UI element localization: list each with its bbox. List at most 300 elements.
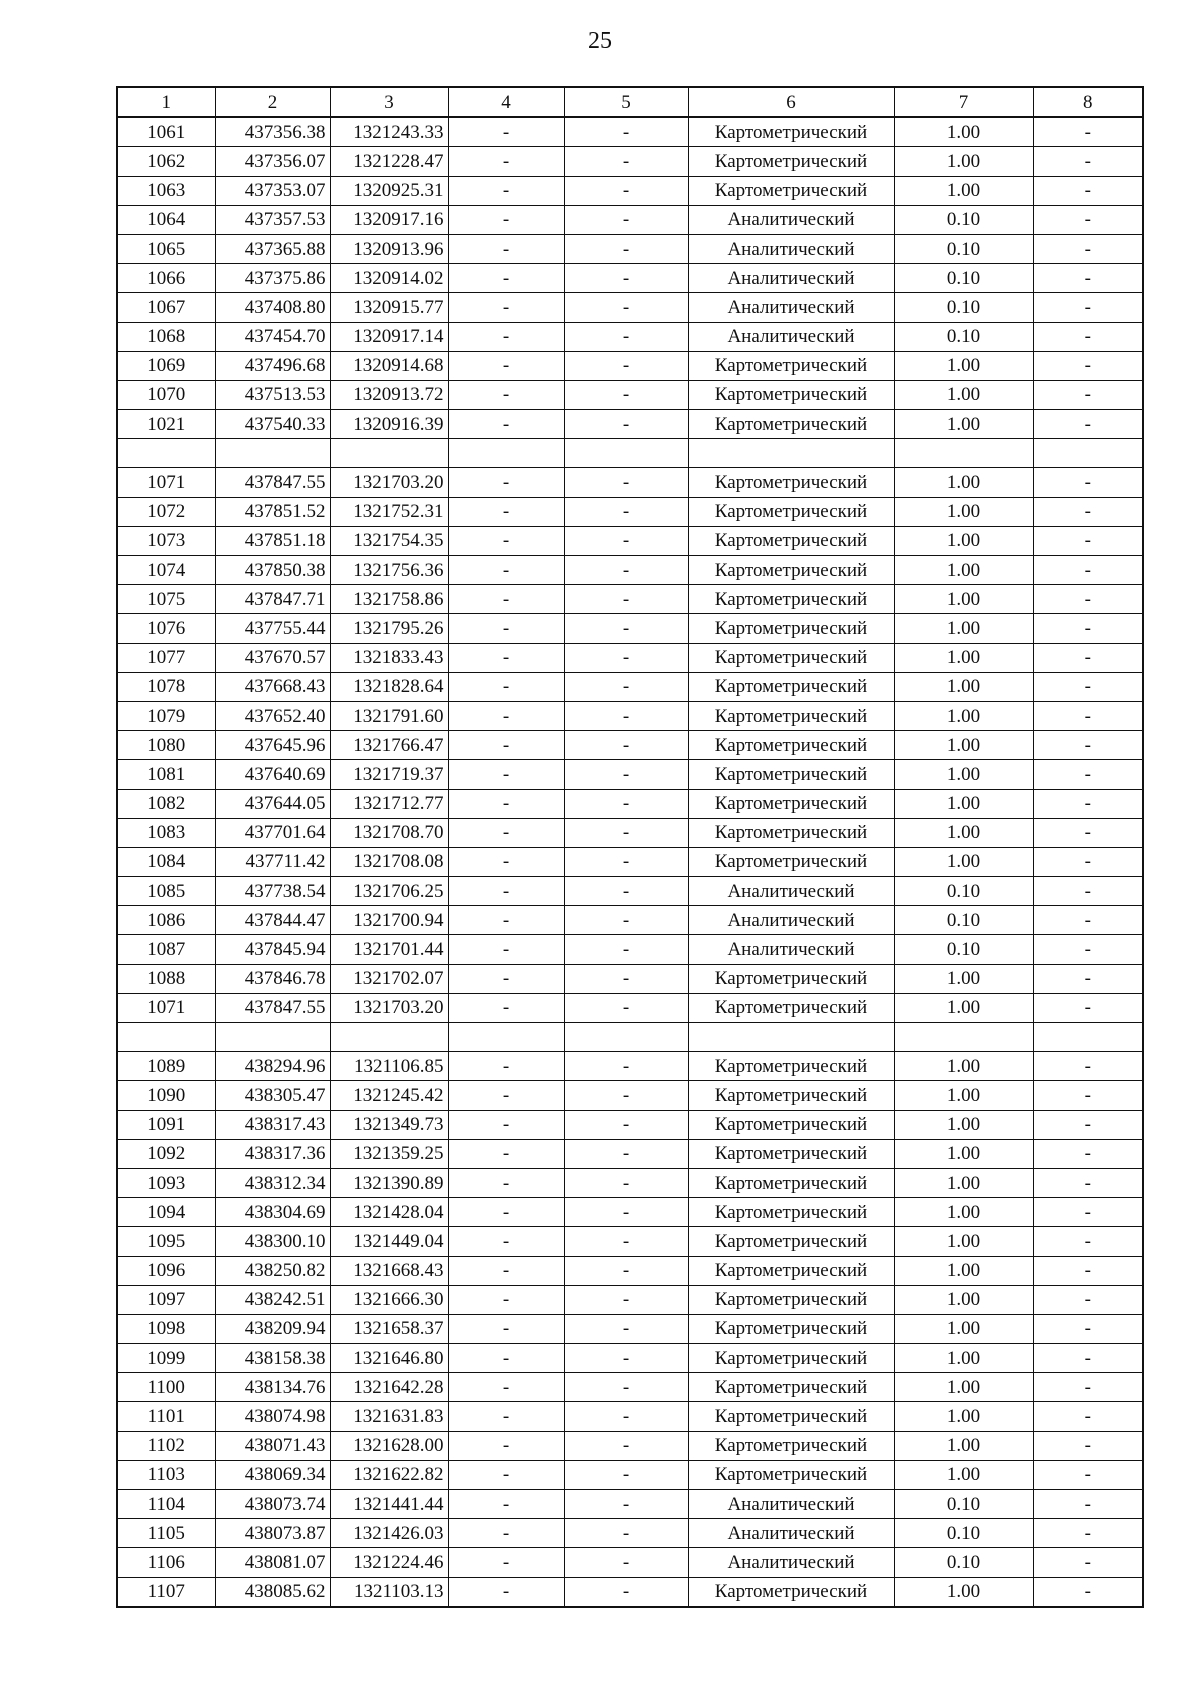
header-row	[117, 87, 1143, 117]
table-row	[117, 264, 1143, 293]
table-cell: 437851.18	[215, 526, 330, 555]
table-cell: -	[448, 906, 564, 935]
table-cell: 1.00	[894, 1110, 1033, 1139]
table-cell: 1.00	[894, 789, 1033, 818]
table-cell: -	[564, 964, 688, 993]
table-cell: 438073.74	[215, 1490, 330, 1519]
table-row	[117, 1256, 1143, 1285]
table-cell: -	[564, 585, 688, 614]
table-cell: 1.00	[894, 176, 1033, 205]
table-cell: 1098	[117, 1314, 215, 1343]
table-row	[117, 789, 1143, 818]
table-cell: 1.00	[894, 1460, 1033, 1489]
table-cell: -	[448, 1548, 564, 1577]
table-cell: 437738.54	[215, 877, 330, 906]
table-cell: -	[1033, 380, 1143, 409]
table-cell: -	[564, 1139, 688, 1168]
table-cell: -	[1033, 322, 1143, 351]
table-cell	[1033, 439, 1143, 468]
table-cell: -	[564, 1373, 688, 1402]
table-cell: 1.00	[894, 1402, 1033, 1431]
table-cell	[448, 439, 564, 468]
table-cell: -	[564, 935, 688, 964]
table-cell: 437845.94	[215, 935, 330, 964]
table-cell: -	[448, 701, 564, 730]
table-cell: -	[1033, 1256, 1143, 1285]
table-cell: -	[564, 1314, 688, 1343]
table-cell: 1.00	[894, 1198, 1033, 1227]
table-cell: 437847.71	[215, 585, 330, 614]
table-cell: -	[564, 760, 688, 789]
table-cell: 1.00	[894, 556, 1033, 585]
table-cell	[330, 1023, 448, 1052]
column-header: 7	[894, 87, 1033, 117]
table-cell: 1321428.04	[330, 1198, 448, 1227]
table-cell: -	[1033, 1519, 1143, 1548]
table-cell: -	[1033, 1198, 1143, 1227]
table-row	[117, 176, 1143, 205]
table-cell: 437847.55	[215, 468, 330, 497]
page-number: 25	[588, 28, 612, 54]
table-cell: Картометрический	[688, 176, 894, 205]
table-cell	[330, 439, 448, 468]
table-row	[117, 1431, 1143, 1460]
table-cell: 0.10	[894, 205, 1033, 234]
table-cell: Аналитический	[688, 264, 894, 293]
table-cell: -	[1033, 906, 1143, 935]
table-cell: 1321646.80	[330, 1344, 448, 1373]
table-row	[117, 1548, 1143, 1577]
table-cell: 0.10	[894, 906, 1033, 935]
table-cell: -	[448, 1081, 564, 1110]
table-cell: 437365.88	[215, 234, 330, 263]
table-cell: 1321245.42	[330, 1081, 448, 1110]
table-cell: 1102	[117, 1431, 215, 1460]
table-cell: -	[448, 380, 564, 409]
table-row	[117, 760, 1143, 789]
table-cell: 1.00	[894, 672, 1033, 701]
table-cell: 1320914.02	[330, 264, 448, 293]
table-cell: Аналитический	[688, 877, 894, 906]
table-cell: -	[564, 847, 688, 876]
table-cell: 438209.94	[215, 1314, 330, 1343]
table-row	[117, 1081, 1143, 1110]
table-cell	[1033, 1023, 1143, 1052]
table-cell: -	[448, 672, 564, 701]
table-body	[117, 117, 1143, 1607]
table-row	[117, 1139, 1143, 1168]
table-cell: 1.00	[894, 1344, 1033, 1373]
table-cell: -	[448, 1139, 564, 1168]
table-cell: 1321106.85	[330, 1052, 448, 1081]
table-cell: 1106	[117, 1548, 215, 1577]
table-cell: -	[448, 818, 564, 847]
table-cell: 1096	[117, 1256, 215, 1285]
table-cell: 1021	[117, 410, 215, 439]
table-cell: -	[564, 1110, 688, 1139]
table-cell: -	[564, 701, 688, 730]
table-cell: 437847.55	[215, 993, 330, 1022]
table-cell: 1101	[117, 1402, 215, 1431]
table-cell	[564, 1023, 688, 1052]
table-cell: 1.00	[894, 643, 1033, 672]
table-cell: 1.00	[894, 1139, 1033, 1168]
table-row	[117, 1373, 1143, 1402]
table-row	[117, 293, 1143, 322]
table-cell: 0.10	[894, 234, 1033, 263]
table-cell: 1321756.36	[330, 556, 448, 585]
table-cell: Картометрический	[688, 731, 894, 760]
table-cell: 438317.43	[215, 1110, 330, 1139]
table-cell: -	[448, 1052, 564, 1081]
table-cell: -	[1033, 1460, 1143, 1489]
table-cell: -	[564, 556, 688, 585]
table-cell: -	[448, 643, 564, 672]
table-row	[117, 847, 1143, 876]
table-cell: 437496.68	[215, 351, 330, 380]
table-row	[117, 585, 1143, 614]
table-cell: 438300.10	[215, 1227, 330, 1256]
table-cell: 1321791.60	[330, 701, 448, 730]
table-cell: 1094	[117, 1198, 215, 1227]
table-cell: -	[1033, 1577, 1143, 1607]
table-cell: 1321754.35	[330, 526, 448, 555]
table-cell: 1078	[117, 672, 215, 701]
table-cell: Аналитический	[688, 1490, 894, 1519]
table-cell: -	[1033, 1548, 1143, 1577]
table-cell: 1321700.94	[330, 906, 448, 935]
table-cell: -	[564, 497, 688, 526]
table-cell: 438242.51	[215, 1285, 330, 1314]
table-cell: 1.00	[894, 1256, 1033, 1285]
table-cell: Картометрический	[688, 1402, 894, 1431]
table-cell: 438085.62	[215, 1577, 330, 1607]
table-cell: Картометрический	[688, 847, 894, 876]
table-cell: 1086	[117, 906, 215, 935]
table-cell: 437454.70	[215, 322, 330, 351]
table-cell: Аналитический	[688, 205, 894, 234]
table-cell: -	[448, 993, 564, 1022]
table-cell: 1072	[117, 497, 215, 526]
table-cell: 437668.43	[215, 672, 330, 701]
table-cell: 1099	[117, 1344, 215, 1373]
table-cell: -	[1033, 1052, 1143, 1081]
table-cell: -	[1033, 1314, 1143, 1343]
table-cell: 437356.07	[215, 147, 330, 176]
table-row	[117, 906, 1143, 935]
table-cell: -	[1033, 614, 1143, 643]
table-cell: 1.00	[894, 117, 1033, 147]
table-cell: 1069	[117, 351, 215, 380]
table-cell: 0.10	[894, 1548, 1033, 1577]
table-cell: -	[1033, 176, 1143, 205]
table-row	[117, 147, 1143, 176]
table-cell: 1082	[117, 789, 215, 818]
table-cell: 437353.07	[215, 176, 330, 205]
table-cell: -	[1033, 1344, 1143, 1373]
table-cell: -	[564, 264, 688, 293]
table-cell: -	[1033, 877, 1143, 906]
table-cell: -	[1033, 1490, 1143, 1519]
table-cell: -	[448, 322, 564, 351]
table-cell: Картометрический	[688, 672, 894, 701]
table-row	[117, 877, 1143, 906]
table-cell: 1105	[117, 1519, 215, 1548]
table-cell: -	[564, 234, 688, 263]
column-header: 4	[448, 87, 564, 117]
table-cell: -	[1033, 497, 1143, 526]
table-cell: 438134.76	[215, 1373, 330, 1402]
table-row	[117, 322, 1143, 351]
table-cell: 438158.38	[215, 1344, 330, 1373]
table-cell: -	[448, 1198, 564, 1227]
table-cell: 1070	[117, 380, 215, 409]
table-cell: 1.00	[894, 468, 1033, 497]
table-cell: 1.00	[894, 526, 1033, 555]
table-cell: 1320913.96	[330, 234, 448, 263]
table-row	[117, 351, 1143, 380]
table-cell: 1320916.39	[330, 410, 448, 439]
table-cell: -	[1033, 117, 1143, 147]
table-cell: 1104	[117, 1490, 215, 1519]
table-cell: -	[448, 964, 564, 993]
table-cell: 1321708.08	[330, 847, 448, 876]
table-cell: 1321828.64	[330, 672, 448, 701]
table-cell: 1321622.82	[330, 1460, 448, 1489]
table-cell: 1.00	[894, 351, 1033, 380]
table-cell	[117, 439, 215, 468]
table-cell: 0.10	[894, 264, 1033, 293]
table-cell: 1321666.30	[330, 1285, 448, 1314]
table-cell: -	[448, 117, 564, 147]
table-cell: -	[564, 1519, 688, 1548]
table-cell: 1321708.70	[330, 818, 448, 847]
table-row	[117, 935, 1143, 964]
table-cell: Картометрический	[688, 1577, 894, 1607]
table-cell	[894, 439, 1033, 468]
table-cell: -	[564, 1344, 688, 1373]
table-cell: -	[1033, 264, 1143, 293]
table-cell: -	[564, 1431, 688, 1460]
table-cell: -	[1033, 410, 1143, 439]
table-cell: Картометрический	[688, 818, 894, 847]
table-cell: 437644.05	[215, 789, 330, 818]
table-cell: 1321833.43	[330, 643, 448, 672]
table-cell: 1093	[117, 1168, 215, 1197]
table-cell: 1087	[117, 935, 215, 964]
table-cell: Картометрический	[688, 643, 894, 672]
table-cell: 438074.98	[215, 1402, 330, 1431]
table-cell: Аналитический	[688, 1548, 894, 1577]
table-cell: -	[564, 176, 688, 205]
table-cell: 437356.38	[215, 117, 330, 147]
table-cell: -	[1033, 1373, 1143, 1402]
table-cell: Картометрический	[688, 147, 894, 176]
table-cell: 438071.43	[215, 1431, 330, 1460]
table-header	[117, 87, 1143, 117]
table-cell: -	[448, 264, 564, 293]
table-cell: 437851.52	[215, 497, 330, 526]
table-cell: -	[564, 380, 688, 409]
table-cell: -	[448, 497, 564, 526]
table-cell: -	[448, 556, 564, 585]
table-cell: -	[1033, 731, 1143, 760]
table-cell: Картометрический	[688, 964, 894, 993]
table-cell: 437850.38	[215, 556, 330, 585]
table-cell: 437408.80	[215, 293, 330, 322]
table-cell: 1321426.03	[330, 1519, 448, 1548]
table-row	[117, 818, 1143, 847]
table-cell: -	[1033, 526, 1143, 555]
table-cell: -	[1033, 760, 1143, 789]
table-cell: Аналитический	[688, 935, 894, 964]
table-row	[117, 701, 1143, 730]
table-cell: -	[1033, 556, 1143, 585]
table-cell: 1321702.07	[330, 964, 448, 993]
table-cell: Картометрический	[688, 1373, 894, 1402]
table-cell: 1.00	[894, 760, 1033, 789]
table-cell: Картометрический	[688, 526, 894, 555]
table-cell: 1066	[117, 264, 215, 293]
table-cell: -	[448, 1256, 564, 1285]
table-cell: -	[448, 1519, 564, 1548]
table-row	[117, 1227, 1143, 1256]
table-row	[117, 439, 1143, 468]
table-cell: 1321103.13	[330, 1577, 448, 1607]
table-cell: Картометрический	[688, 1344, 894, 1373]
table-cell: 437652.40	[215, 701, 330, 730]
table-cell: 1320915.77	[330, 293, 448, 322]
table-cell: 1097	[117, 1285, 215, 1314]
table-cell: -	[448, 468, 564, 497]
table-row	[117, 672, 1143, 701]
table-cell: -	[448, 731, 564, 760]
table-cell: 438294.96	[215, 1052, 330, 1081]
table-cell: 1084	[117, 847, 215, 876]
column-header: 8	[1033, 87, 1143, 117]
table-cell: 437844.47	[215, 906, 330, 935]
table-cell: 437640.69	[215, 760, 330, 789]
table-row	[117, 497, 1143, 526]
table-row	[117, 468, 1143, 497]
table-cell	[215, 1023, 330, 1052]
table-row	[117, 1052, 1143, 1081]
table-cell: 1.00	[894, 1314, 1033, 1343]
table-cell: -	[564, 147, 688, 176]
table-cell: 1.00	[894, 1052, 1033, 1081]
table-cell: Картометрический	[688, 1256, 894, 1285]
table-cell: 1.00	[894, 585, 1033, 614]
table-cell: -	[564, 1490, 688, 1519]
table-cell: -	[1033, 847, 1143, 876]
table-cell: -	[448, 877, 564, 906]
table-row	[117, 643, 1143, 672]
table-cell: Картометрический	[688, 760, 894, 789]
table-cell: 1073	[117, 526, 215, 555]
table-cell: 1320917.14	[330, 322, 448, 351]
table-cell	[688, 1023, 894, 1052]
table-cell: -	[564, 672, 688, 701]
table-cell: -	[448, 760, 564, 789]
table-cell: 1090	[117, 1081, 215, 1110]
table-cell: 1321642.28	[330, 1373, 448, 1402]
table-cell: 1080	[117, 731, 215, 760]
table-cell: 1321224.46	[330, 1548, 448, 1577]
table-cell: -	[448, 1314, 564, 1343]
table-cell: 1321701.44	[330, 935, 448, 964]
table-cell: -	[448, 176, 564, 205]
table-cell: 1107	[117, 1577, 215, 1607]
table-cell: 1321706.25	[330, 877, 448, 906]
table-cell: 438250.82	[215, 1256, 330, 1285]
table-cell: -	[564, 1256, 688, 1285]
table-cell: -	[448, 1373, 564, 1402]
table-cell: -	[1033, 585, 1143, 614]
table-cell: 0.10	[894, 293, 1033, 322]
table-cell: -	[564, 526, 688, 555]
table-cell: -	[448, 147, 564, 176]
table-cell: 1076	[117, 614, 215, 643]
table-cell: Картометрический	[688, 1227, 894, 1256]
table-cell: -	[1033, 1139, 1143, 1168]
table-cell: 1.00	[894, 818, 1033, 847]
table-cell: -	[448, 1227, 564, 1256]
table-cell: 1081	[117, 760, 215, 789]
table-cell: 1.00	[894, 964, 1033, 993]
table-cell	[215, 439, 330, 468]
table-cell: -	[1033, 643, 1143, 672]
table-cell: 437711.42	[215, 847, 330, 876]
table-cell: Картометрический	[688, 1139, 894, 1168]
table-cell: 1079	[117, 701, 215, 730]
table-cell: 438069.34	[215, 1460, 330, 1489]
table-cell: 1321631.83	[330, 1402, 448, 1431]
table-cell: -	[1033, 1168, 1143, 1197]
table-cell: 1.00	[894, 1577, 1033, 1607]
table-cell: Картометрический	[688, 1110, 894, 1139]
table-cell: -	[448, 1460, 564, 1489]
table-row	[117, 205, 1143, 234]
table-row	[117, 1110, 1143, 1139]
table-row	[117, 1490, 1143, 1519]
table-cell: 1.00	[894, 993, 1033, 1022]
table-cell	[688, 439, 894, 468]
table-row	[117, 526, 1143, 555]
table-cell: Картометрический	[688, 701, 894, 730]
table-cell: 438305.47	[215, 1081, 330, 1110]
table-cell: 1320914.68	[330, 351, 448, 380]
table-cell: Картометрический	[688, 1052, 894, 1081]
table-cell: -	[448, 1285, 564, 1314]
table-cell: Аналитический	[688, 293, 894, 322]
table-cell: 1321243.33	[330, 117, 448, 147]
table-cell: 1085	[117, 877, 215, 906]
table-cell: -	[1033, 205, 1143, 234]
table-cell: -	[1033, 1081, 1143, 1110]
table-row	[117, 234, 1143, 263]
table-cell: -	[448, 614, 564, 643]
table-cell: -	[564, 906, 688, 935]
table-cell: 1321349.73	[330, 1110, 448, 1139]
table-cell: Аналитический	[688, 322, 894, 351]
table-cell: -	[564, 1402, 688, 1431]
table-cell: -	[564, 1577, 688, 1607]
table-cell: -	[1033, 1227, 1143, 1256]
table-cell: -	[448, 351, 564, 380]
table-cell: -	[564, 993, 688, 1022]
table-cell: Аналитический	[688, 906, 894, 935]
table-cell: -	[564, 322, 688, 351]
